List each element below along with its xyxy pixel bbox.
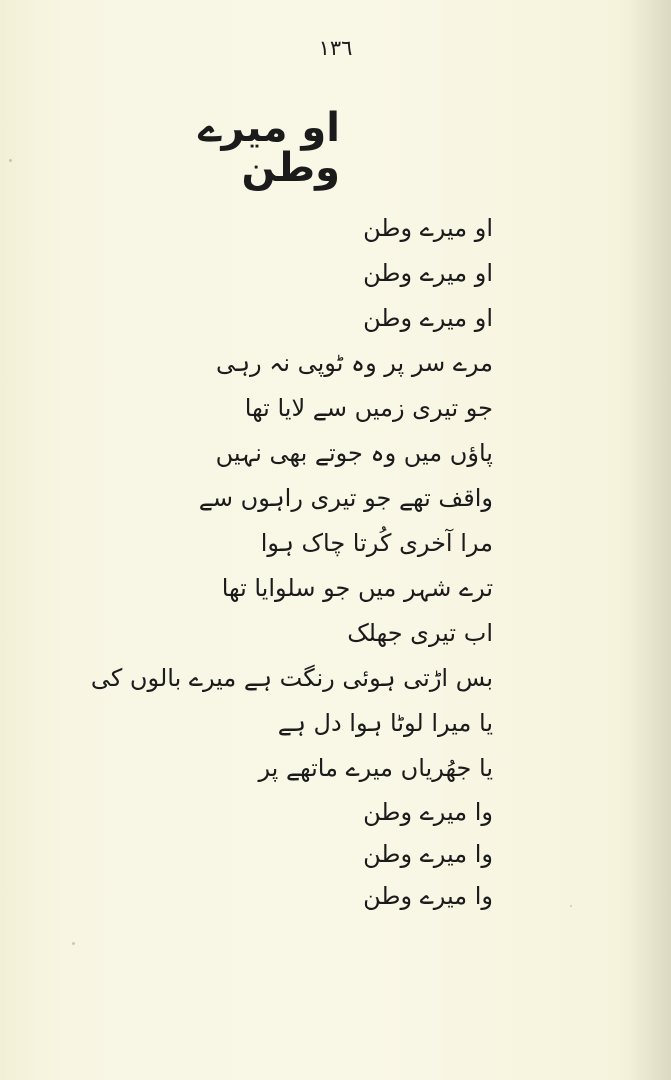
paper-speck bbox=[570, 905, 572, 907]
poem-line: پاؤں میں وہ جوتے بھی نہیں bbox=[215, 439, 493, 467]
poem-line: وا میرے وطن bbox=[363, 798, 493, 826]
poem-line: جو تیری زمیں سے لایا تھا bbox=[244, 394, 493, 422]
poem-body bbox=[90, 206, 493, 917]
poem-line: او میرے وطن bbox=[363, 304, 493, 332]
poem-line: یا میرا لوٹا ہوا دل ہے bbox=[277, 709, 493, 737]
paper-speck bbox=[72, 942, 75, 945]
page-number: ١٣٦ bbox=[318, 36, 353, 60]
poem-line: بس اڑتی ہوئی رنگت ہے میرے بالوں کی bbox=[90, 664, 493, 692]
poem-line: وا میرے وطن bbox=[363, 840, 493, 868]
poem-line: وا میرے وطن bbox=[363, 882, 493, 910]
poem-line: یا جھُریاں میرے ماتھے پر bbox=[258, 754, 493, 782]
poem-line: ترے شہر میں جو سلوایا تھا bbox=[221, 574, 493, 602]
poem-line: مرا آخری کُرتا چاک ہوا bbox=[260, 529, 493, 557]
poem-line: مرے سر پر وہ ٹوپی نہ رہی bbox=[215, 349, 493, 377]
page-edge-shadow bbox=[629, 0, 671, 1080]
paper-speck bbox=[9, 159, 12, 162]
poem-line: او میرے وطن bbox=[363, 259, 493, 287]
poem-line: اب تیری جھلک bbox=[347, 619, 493, 647]
poem-line: او میرے وطن bbox=[363, 214, 493, 242]
poem-line: واقف تھے جو تیری راہوں سے bbox=[198, 484, 493, 512]
poem-title: او میرے وطن bbox=[198, 105, 340, 191]
